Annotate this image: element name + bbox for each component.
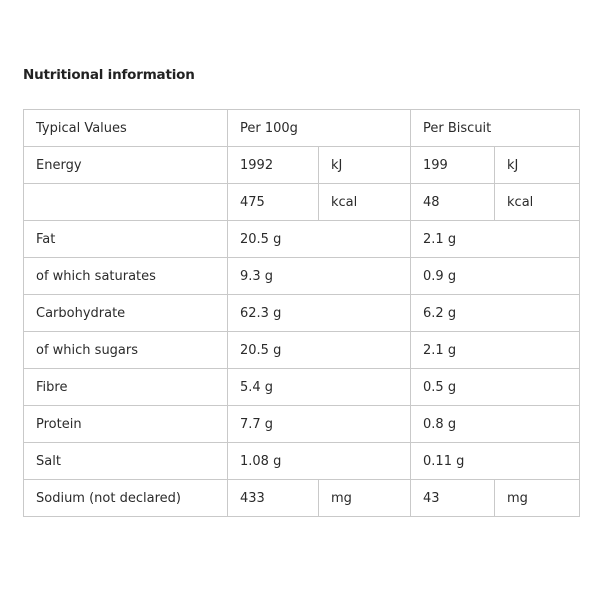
value-per-100g: 5.4 g bbox=[228, 369, 411, 406]
value-per-biscuit: 0.9 g bbox=[411, 258, 580, 295]
energy-kcal-unit-biscuit: kcal bbox=[495, 184, 580, 221]
sodium-per-100g: 433 bbox=[228, 480, 319, 517]
table-row bbox=[24, 443, 580, 480]
row-label: Salt bbox=[24, 443, 228, 480]
table-row bbox=[24, 295, 580, 332]
value-per-100g: 20.5 g bbox=[228, 332, 411, 369]
value-per-biscuit: 0.11 g bbox=[411, 443, 580, 480]
table-row bbox=[24, 332, 580, 369]
value-per-biscuit: 0.8 g bbox=[411, 406, 580, 443]
row-label-sodium: Sodium (not declared) bbox=[24, 480, 228, 517]
value-per-100g: 62.3 g bbox=[228, 295, 411, 332]
column-header-per-100g: Per 100g bbox=[228, 110, 411, 147]
table-row bbox=[24, 406, 580, 443]
energy-kcal-unit-100g: kcal bbox=[319, 184, 411, 221]
value-per-100g: 7.7 g bbox=[228, 406, 411, 443]
table-header-row bbox=[24, 110, 580, 147]
column-header-per-biscuit: Per Biscuit bbox=[411, 110, 580, 147]
value-per-biscuit: 2.1 g bbox=[411, 221, 580, 258]
value-per-100g: 9.3 g bbox=[228, 258, 411, 295]
row-label: Fat bbox=[24, 221, 228, 258]
sodium-unit-100g: mg bbox=[319, 480, 411, 517]
value-per-biscuit: 6.2 g bbox=[411, 295, 580, 332]
row-label: of which sugars bbox=[24, 332, 228, 369]
row-label-empty bbox=[24, 184, 228, 221]
energy-kj-per-100g: 1992 bbox=[228, 147, 319, 184]
energy-kj-unit-100g: kJ bbox=[319, 147, 411, 184]
value-per-100g: 20.5 g bbox=[228, 221, 411, 258]
row-label: Fibre bbox=[24, 369, 228, 406]
table-row bbox=[24, 221, 580, 258]
value-per-100g: 1.08 g bbox=[228, 443, 411, 480]
energy-kj-unit-biscuit: kJ bbox=[495, 147, 580, 184]
sodium-per-biscuit: 43 bbox=[411, 480, 495, 517]
energy-kcal-per-100g: 475 bbox=[228, 184, 319, 221]
table-row-energy-kj bbox=[24, 147, 580, 184]
column-header-typical-values: Typical Values bbox=[24, 110, 228, 147]
table-row bbox=[24, 369, 580, 406]
table-row-energy-kcal bbox=[24, 184, 580, 221]
row-label-energy: Energy bbox=[24, 147, 228, 184]
nutrition-table bbox=[23, 109, 580, 517]
energy-kcal-per-biscuit: 48 bbox=[411, 184, 495, 221]
value-per-biscuit: 0.5 g bbox=[411, 369, 580, 406]
page-title: Nutritional information bbox=[23, 67, 195, 83]
energy-kj-per-biscuit: 199 bbox=[411, 147, 495, 184]
row-label: Carbohydrate bbox=[24, 295, 228, 332]
table-row-sodium bbox=[24, 480, 580, 517]
row-label: of which saturates bbox=[24, 258, 228, 295]
row-label: Protein bbox=[24, 406, 228, 443]
table-row bbox=[24, 258, 580, 295]
value-per-biscuit: 2.1 g bbox=[411, 332, 580, 369]
sodium-unit-biscuit: mg bbox=[495, 480, 580, 517]
